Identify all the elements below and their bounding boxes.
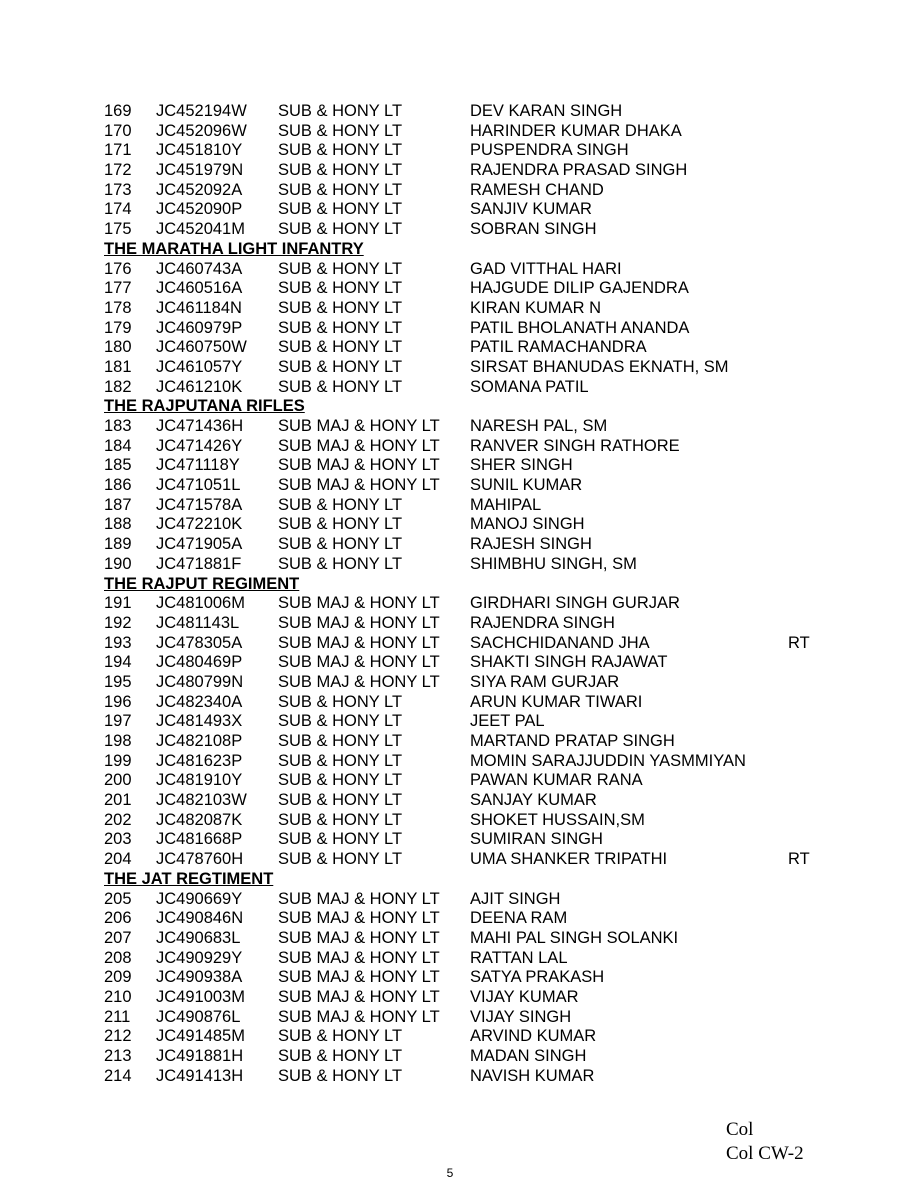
table-row [104, 732, 824, 752]
personal-number: JC471905A [156, 535, 243, 554]
serial-number: 210 [104, 987, 132, 1006]
name-cell: MAHIPAL [470, 495, 542, 514]
personal-number: JC481493X [156, 712, 243, 731]
regiment-heading: THE JAT REGTIMENT [104, 869, 274, 888]
serial-number: 174 [104, 200, 132, 219]
serial-number: 198 [104, 732, 132, 750]
rank-cell: SUB MAJ & HONY LT [278, 968, 440, 987]
rank-cell: SUB MAJ & HONY LT [278, 613, 440, 632]
personal-number: JC452090P [156, 200, 243, 219]
name-cell: MAHI PAL SINGH SOLANKI [470, 928, 679, 947]
personal-number: JC460516A [156, 279, 243, 298]
name-cell: DEV KARAN SINGH [470, 102, 623, 120]
rank-cell: SUB & HONY LT [278, 338, 403, 357]
personal-number: JC452041M [156, 220, 245, 239]
serial-number: 201 [104, 791, 132, 810]
personal-number: JC491485M [156, 1027, 245, 1046]
name-cell: AJIT SINGH [470, 889, 561, 908]
serial-number: 172 [104, 161, 132, 180]
table-row [104, 437, 824, 457]
rank-cell: SUB & HONY LT [278, 161, 403, 180]
rank-cell: SUB & HONY LT [278, 732, 403, 750]
serial-number: 188 [104, 515, 132, 534]
table-row [104, 890, 824, 910]
serial-number: 171 [104, 141, 132, 160]
serial-number: 185 [104, 456, 132, 475]
rank-cell: SUB MAJ & HONY LT [278, 456, 440, 475]
rank-cell: SUB & HONY LT [278, 220, 403, 239]
remarks-cell: RT [788, 633, 810, 652]
serial-number: 213 [104, 1047, 132, 1065]
name-cell: SOMANA PATIL [470, 377, 589, 396]
personal-number: JC490929Y [156, 948, 243, 967]
table-row [104, 496, 824, 516]
name-cell: GAD VITTHAL HARI [470, 259, 622, 278]
name-cell: RAJENDRA PRASAD SINGH [470, 161, 688, 180]
table-row [104, 260, 824, 280]
regiment-heading: THE MARATHA LIGHT INFANTRY [104, 239, 364, 258]
serial-number: 184 [104, 436, 132, 455]
table-row [104, 535, 824, 555]
serial-number: 191 [104, 594, 132, 613]
table-row [104, 712, 824, 732]
personal-number: JC460750W [156, 338, 247, 357]
personal-number: JC490876L [156, 1007, 241, 1026]
personal-number: JC481623P [156, 751, 243, 770]
table-row [104, 456, 824, 476]
rank-cell: SUB & HONY LT [278, 535, 403, 554]
name-cell: VIJAY SINGH [470, 1007, 572, 1026]
table-row [104, 417, 824, 437]
serial-number: 205 [104, 889, 132, 908]
personal-number: JC491881H [156, 1047, 244, 1065]
personal-number: JC452096W [156, 121, 247, 140]
serial-number: 181 [104, 357, 132, 376]
rank-cell: SUB & HONY LT [278, 377, 403, 396]
table-row [104, 909, 824, 929]
rank-cell: SUB & HONY LT [278, 495, 403, 514]
serial-number: 173 [104, 180, 132, 199]
personal-number: JC461184N [156, 298, 242, 317]
serial-number: 193 [104, 633, 132, 652]
rank-cell: SUB & HONY LT [278, 180, 403, 199]
table-row [104, 161, 824, 181]
name-cell: GIRDHARI SINGH GURJAR [470, 594, 680, 613]
table-row [104, 1047, 824, 1067]
signature-line-1: Col [726, 1119, 754, 1140]
serial-number: 178 [104, 298, 132, 317]
table-row [104, 476, 824, 496]
serial-number: 195 [104, 672, 132, 691]
signature-block [726, 1118, 804, 1166]
rank-cell: SUB MAJ & HONY LT [278, 928, 440, 947]
personal-number: JC491003M [156, 987, 245, 1006]
personnel-list [104, 102, 824, 1086]
serial-number: 179 [104, 318, 132, 337]
serial-number: 212 [104, 1027, 132, 1046]
rank-cell: SUB & HONY LT [278, 200, 403, 219]
rank-cell: SUB & HONY LT [278, 692, 403, 711]
personal-number: JC471426Y [156, 436, 243, 455]
personal-number: JC482103W [156, 791, 247, 810]
personal-number: JC481910Y [156, 771, 243, 790]
name-cell: DEENA RAM [470, 909, 568, 928]
table-row [104, 653, 824, 673]
name-cell: ARVIND KUMAR [470, 1027, 597, 1046]
table-row [104, 614, 824, 634]
name-cell: SIYA RAM GURJAR [470, 672, 620, 691]
rank-cell: SUB MAJ & HONY LT [278, 672, 440, 691]
table-row [104, 1067, 824, 1087]
rank-cell: SUB & HONY LT [278, 771, 403, 790]
rank-cell: SUB & HONY LT [278, 810, 403, 829]
name-cell: RATTAN LAL [470, 948, 568, 967]
serial-number: 183 [104, 417, 132, 435]
personal-number: JC471118Y [156, 456, 240, 475]
table-row [104, 929, 824, 949]
rank-cell: SUB & HONY LT [278, 279, 403, 298]
name-cell: SHIMBHU SINGH, SM [470, 554, 637, 573]
remarks-cell: RT [788, 850, 810, 869]
personal-number: JC461210K [156, 377, 243, 396]
serial-number: 176 [104, 259, 132, 278]
serial-number: 194 [104, 653, 132, 672]
name-cell: KIRAN KUMAR N [470, 298, 602, 317]
serial-number: 182 [104, 377, 132, 396]
table-row [104, 673, 824, 693]
serial-number: 204 [104, 850, 132, 869]
personal-number: JC490669Y [156, 889, 243, 908]
rank-cell: SUB & HONY LT [278, 554, 403, 573]
table-row [104, 634, 824, 654]
personal-number: JC481006M [156, 594, 245, 613]
rank-cell: SUB & HONY LT [278, 141, 403, 160]
regiment-heading: THE RAJPUT REGIMENT [104, 574, 300, 593]
personal-number: JC480799N [156, 672, 244, 691]
serial-number: 175 [104, 220, 132, 239]
serial-number: 180 [104, 338, 132, 357]
personal-number: JC478760H [156, 850, 244, 869]
rank-cell: SUB & HONY LT [278, 830, 403, 849]
name-cell: SANJAY KUMAR [470, 791, 597, 810]
personal-number: JC451810Y [156, 141, 243, 160]
serial-number: 177 [104, 279, 132, 298]
signature-line-2: Col CW-2 [726, 1143, 804, 1164]
serial-number: 187 [104, 495, 132, 514]
name-cell: SANJIV KUMAR [470, 200, 592, 219]
name-cell: SUNIL KUMAR [470, 476, 583, 495]
name-cell: MANOJ SINGH [470, 515, 585, 534]
rank-cell: SUB MAJ & HONY LT [278, 987, 440, 1006]
rank-cell: SUB MAJ & HONY LT [278, 476, 440, 495]
table-row [104, 830, 824, 850]
rank-cell: SUB & HONY LT [278, 1066, 403, 1085]
personal-number: JC452194W [156, 102, 247, 120]
serial-number: 200 [104, 771, 132, 790]
table-row [104, 358, 824, 378]
name-cell: MARTAND PRATAP SINGH [470, 732, 675, 750]
rank-cell: SUB & HONY LT [278, 318, 403, 337]
personal-number: JC481143L [156, 613, 240, 632]
name-cell: HARINDER KUMAR DHAKA [470, 121, 682, 140]
personal-number: JC471881F [156, 554, 242, 573]
name-cell: SHER SINGH [470, 456, 573, 475]
table-row [104, 515, 824, 535]
rank-cell: SUB & HONY LT [278, 298, 403, 317]
rank-cell: SUB & HONY LT [278, 1047, 403, 1065]
rank-cell: SUB MAJ & HONY LT [278, 633, 440, 652]
name-cell: MOMIN SARAJJUDDIN YASMMIYAN [470, 751, 746, 770]
serial-number: 209 [104, 968, 132, 987]
rank-cell: SUB & HONY LT [278, 791, 403, 810]
personal-number: JC451979N [156, 161, 244, 180]
serial-number: 207 [104, 928, 132, 947]
name-cell: PUSPENDRA SINGH [470, 141, 629, 160]
rank-cell: SUB MAJ & HONY LT [278, 1007, 440, 1026]
personal-number: JC471051L [156, 476, 241, 495]
name-cell: SIRSAT BHANUDAS EKNATH, SM [470, 357, 729, 376]
rank-cell: SUB MAJ & HONY LT [278, 889, 440, 908]
name-cell: UMA SHANKER TRIPATHI [470, 850, 668, 869]
personal-number: JC482087K [156, 810, 243, 829]
table-row [104, 968, 824, 988]
table-row [104, 378, 824, 398]
rank-cell: SUB & HONY LT [278, 102, 403, 120]
name-cell: SATYA PRAKASH [470, 968, 605, 987]
rank-cell: SUB MAJ & HONY LT [278, 436, 440, 455]
table-row [104, 771, 824, 791]
name-cell: HAJGUDE DILIP GAJENDRA [470, 279, 689, 298]
name-cell: VIJAY KUMAR [470, 987, 579, 1006]
table-row [104, 220, 824, 240]
serial-number: 170 [104, 121, 132, 140]
serial-number: 196 [104, 692, 132, 711]
personal-number: JC452092A [156, 180, 243, 199]
name-cell: RAJESH SINGH [470, 535, 592, 554]
name-cell: JEET PAL [470, 712, 545, 731]
rank-cell: SUB & HONY LT [278, 1027, 403, 1046]
table-row [104, 181, 824, 201]
rank-cell: SUB & HONY LT [278, 515, 403, 534]
table-row [104, 555, 824, 575]
serial-number: 214 [104, 1066, 132, 1085]
rank-cell: SUB MAJ & HONY LT [278, 948, 440, 967]
table-row [104, 200, 824, 220]
serial-number: 197 [104, 712, 132, 731]
serial-number: 189 [104, 535, 132, 554]
rank-cell: SUB MAJ & HONY LT [278, 909, 440, 928]
personal-number: JC471436H [156, 417, 244, 435]
serial-number: 199 [104, 751, 132, 770]
serial-number: 208 [104, 948, 132, 967]
name-cell: PATIL BHOLANATH ANANDA [470, 318, 690, 337]
table-row [104, 1008, 824, 1028]
serial-number: 202 [104, 810, 132, 829]
page-number: 5 [446, 1166, 454, 1180]
personal-number: JC480469P [156, 653, 243, 672]
table-row [104, 693, 824, 713]
personal-number: JC460743A [156, 259, 243, 278]
personal-number: JC491413H [156, 1066, 244, 1085]
serial-number: 186 [104, 476, 132, 495]
personal-number: JC481668P [156, 830, 243, 849]
personal-number: JC460979P [156, 318, 243, 337]
personal-number: JC482108P [156, 732, 243, 750]
table-row [104, 752, 824, 772]
rank-cell: SUB & HONY LT [278, 259, 403, 278]
name-cell: NAVISH KUMAR [470, 1066, 595, 1085]
name-cell: RAJENDRA SINGH [470, 613, 615, 632]
table-row [104, 122, 824, 142]
name-cell: SHAKTI SINGH RAJAWAT [470, 653, 668, 672]
rank-cell: SUB & HONY LT [278, 850, 403, 869]
name-cell: SACHCHIDANAND JHA [470, 633, 650, 652]
rank-cell: SUB & HONY LT [278, 357, 403, 376]
table-row [104, 988, 824, 1008]
serial-number: 211 [104, 1007, 131, 1026]
name-cell: PATIL RAMACHANDRA [470, 338, 647, 357]
serial-number: 190 [104, 554, 132, 573]
table-row [104, 299, 824, 319]
table-row [104, 1027, 824, 1047]
name-cell: RANVER SINGH RATHORE [470, 436, 680, 455]
table-row [104, 949, 824, 969]
rank-cell: SUB MAJ & HONY LT [278, 417, 440, 435]
table-row [104, 338, 824, 358]
rank-cell: SUB MAJ & HONY LT [278, 594, 440, 613]
table-row [104, 141, 824, 161]
personal-number: JC482340A [156, 692, 243, 711]
name-cell: SHOKET HUSSAIN,SM [470, 810, 645, 829]
personal-number: JC472210K [156, 515, 243, 534]
table-row [104, 791, 824, 811]
name-cell: PAWAN KUMAR RANA [470, 771, 643, 790]
personal-number: JC490846N [156, 909, 244, 928]
table-row [104, 279, 824, 299]
personal-number: JC490683L [156, 928, 241, 947]
name-cell: SUMIRAN SINGH [470, 830, 603, 849]
rank-cell: SUB & HONY LT [278, 751, 403, 770]
serial-number: 192 [104, 613, 132, 632]
serial-number: 203 [104, 830, 132, 849]
serial-number: 169 [104, 102, 132, 120]
name-cell: SOBRAN SINGH [470, 220, 597, 239]
personal-number: JC461057Y [156, 357, 243, 376]
personal-number: JC490938A [156, 968, 243, 987]
personal-number: JC471578A [156, 495, 243, 514]
rank-cell: SUB & HONY LT [278, 121, 403, 140]
regiment-heading: THE RAJPUTANA RIFLES [104, 397, 305, 416]
rank-cell: SUB & HONY LT [278, 712, 403, 731]
name-cell: MADAN SINGH [470, 1047, 587, 1065]
table-row [104, 850, 824, 870]
serial-number: 206 [104, 909, 132, 928]
personal-number: JC478305A [156, 633, 243, 652]
table-row [104, 102, 824, 122]
table-row [104, 811, 824, 831]
rank-cell: SUB MAJ & HONY LT [278, 653, 440, 672]
name-cell: RAMESH CHAND [470, 180, 604, 199]
name-cell: ARUN KUMAR TIWARI [470, 692, 643, 711]
name-cell: NARESH PAL, SM [470, 417, 608, 435]
table-row [104, 319, 824, 339]
table-row [104, 594, 824, 614]
